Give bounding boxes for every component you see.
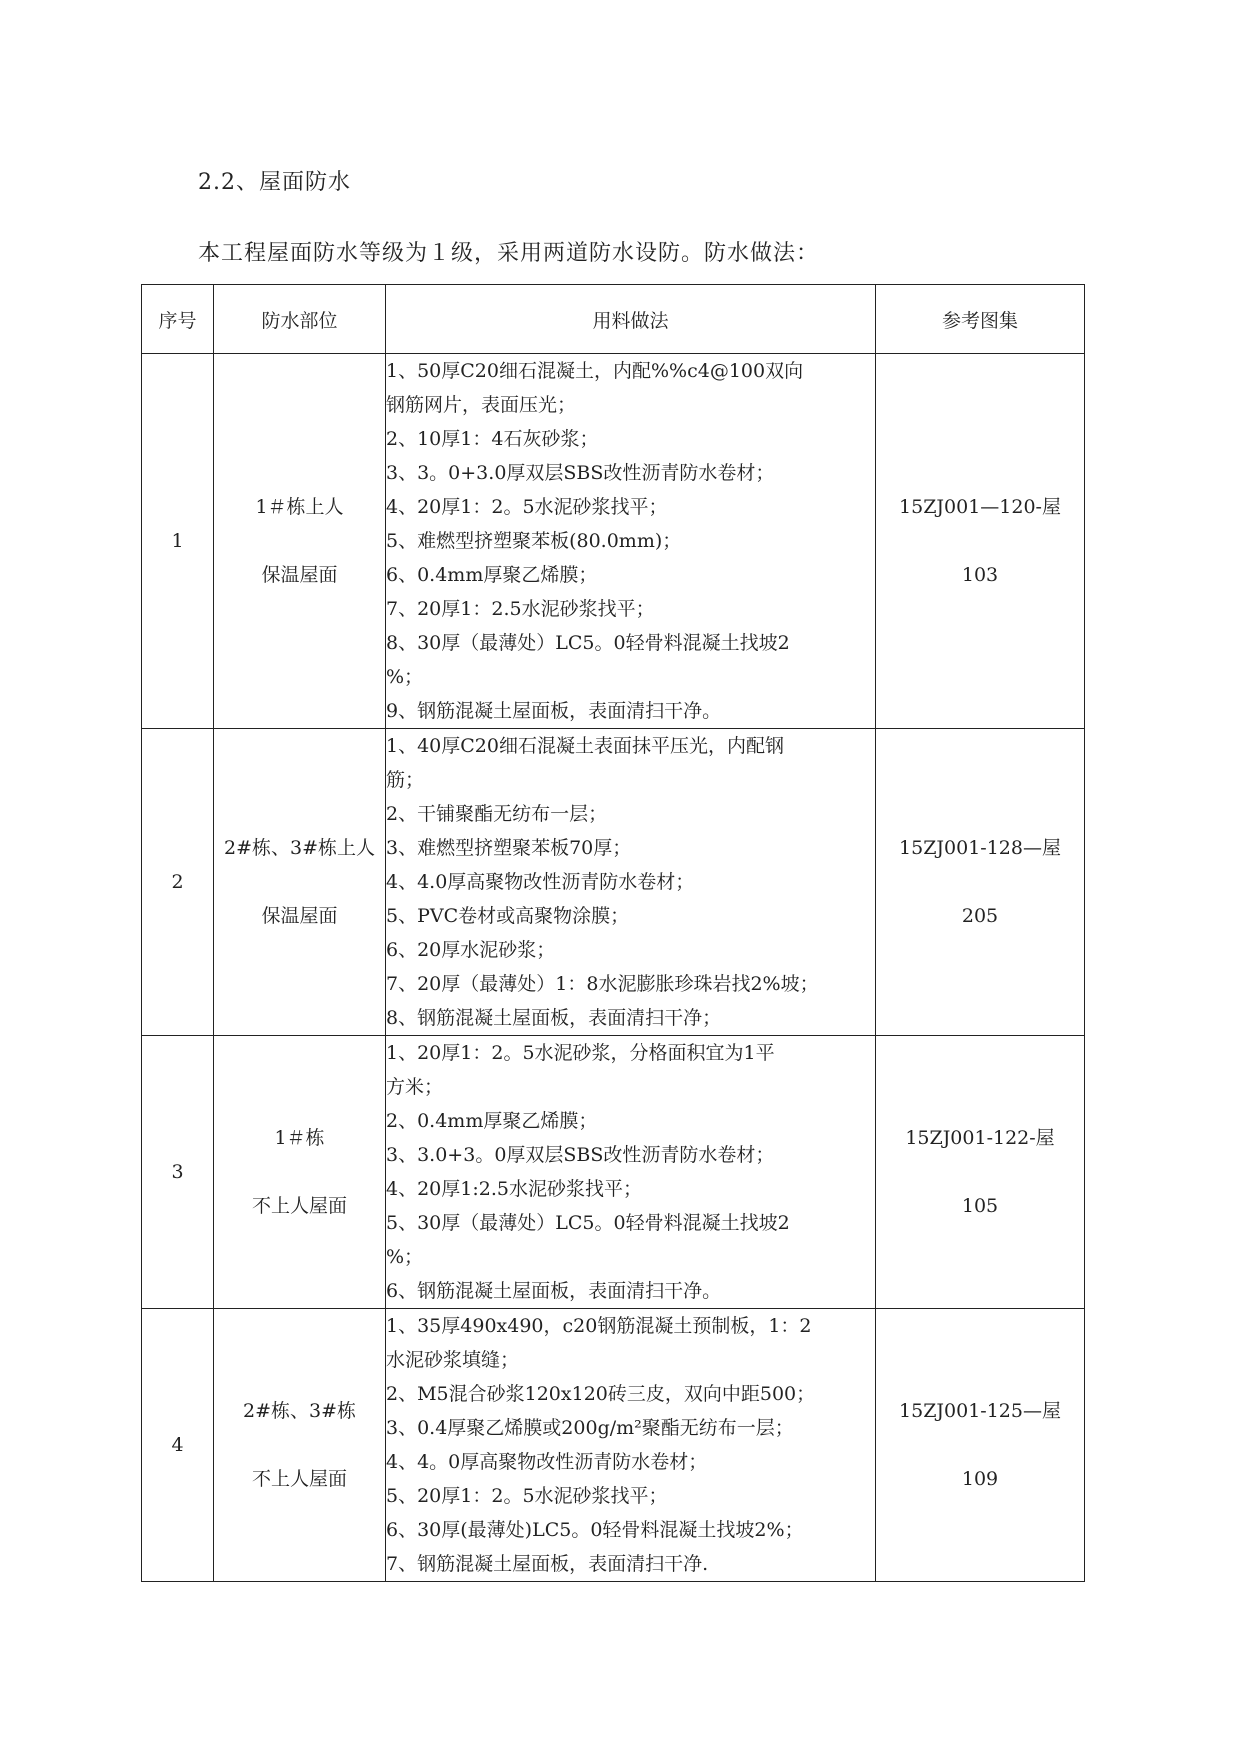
procedure-step: 5、难燃型挤塑聚苯板(80.0mm)；: [386, 530, 682, 552]
reference-line: 15ZJ001-125—屋: [899, 1400, 1061, 1422]
location-line: 1＃栋: [274, 1127, 325, 1149]
procedure-step: 筋；: [386, 769, 425, 791]
location-line: 不上人屋面: [251, 1195, 347, 1217]
procedure-step: 2、0.4mm厚聚乙烯膜；: [386, 1110, 598, 1132]
procedure-cell: [386, 1036, 876, 1309]
location-line: 2#栋、3#栋: [242, 1400, 357, 1422]
location-line: 不上人屋面: [251, 1468, 347, 1490]
procedure-step: 5、30厚（最薄处）LC5。0轻骨料混凝土找坡2: [386, 1212, 790, 1234]
reference-line: 15ZJ001-128—屋: [899, 837, 1061, 859]
row-number: 1: [142, 354, 214, 729]
header-reference: 参考图集: [876, 285, 1085, 354]
procedure-cell: [386, 354, 876, 729]
procedure-step: 6、30厚(最薄处)LC5。0轻骨料混凝土找坡2%；: [386, 1519, 804, 1541]
procedure-step: 6、0.4mm厚聚乙烯膜；: [386, 564, 598, 586]
procedure-cell: [386, 729, 876, 1036]
procedure-step: 2、干铺聚酯无纺布一层；: [386, 803, 608, 825]
table-row: [142, 1309, 1085, 1582]
header-procedure: 用料做法: [386, 285, 876, 354]
procedure-step: 7、20厚1：2.5水泥砂浆找平；: [386, 598, 655, 620]
procedure-step: 4、4。0厚高聚物改性沥青防水卷材；: [386, 1451, 708, 1473]
procedure-step: 6、钢筋混凝土屋面板，表面清扫干净。: [386, 1280, 722, 1302]
location-line: 保温屋面: [261, 564, 338, 586]
location-cell: [214, 1309, 386, 1582]
procedure-cell: [386, 1309, 876, 1582]
procedure-step: 方米；: [386, 1076, 444, 1098]
procedure-step: 2、M5混合砂浆120x120砖三皮，双向中距500；: [386, 1383, 816, 1405]
procedure-step: 5、20厚1：2。5水泥砂浆找平；: [386, 1485, 668, 1507]
procedure-step: 9、钢筋混凝土屋面板，表面清扫干净。: [386, 700, 722, 722]
procedure-step: %；: [386, 666, 424, 688]
location-line: 2#栋、3#栋上人: [223, 837, 376, 859]
procedure-step: 8、30厚（最薄处）LC5。0轻骨料混凝土找坡2: [386, 632, 790, 654]
procedure-step: 1、20厚1：2。5水泥砂浆，分格面积宜为1平: [386, 1042, 775, 1064]
procedure-step: 水泥砂浆填缝；: [386, 1349, 520, 1371]
procedure-step: 钢筋网片，表面压光；: [386, 394, 577, 416]
procedure-step: 1、35厚490x490，c20钢筋混凝土预制板，1：2: [386, 1315, 812, 1337]
location-line: 保温屋面: [261, 905, 338, 927]
procedure-step: 5、PVC卷材或高聚物涂膜；: [386, 905, 630, 927]
procedure-step: 3、3。0+3.0厚双层SBS改性沥青防水卷材；: [386, 462, 775, 484]
reference-cell: [876, 1036, 1085, 1309]
procedure-step: 4、4.0厚高聚物改性沥青防水卷材；: [386, 871, 695, 893]
procedure-step: 3、0.4厚聚乙烯膜或200g/m²聚酯无纺布一层；: [386, 1417, 794, 1439]
procedure-step: 2、10厚1：4石灰砂浆；: [386, 428, 599, 450]
procedure-step: 3、3.0+3。0厚双层SBS改性沥青防水卷材；: [386, 1144, 775, 1166]
procedure-step: 7、钢筋混凝土屋面板，表面清扫干净.: [386, 1553, 709, 1575]
header-location: 防水部位: [214, 285, 386, 354]
procedure-step: 8、钢筋混凝土屋面板，表面清扫干净；: [386, 1007, 722, 1029]
procedure-step: 6、20厚水泥砂浆；: [386, 939, 556, 961]
reference-line: 109: [961, 1468, 999, 1490]
row-number: 3: [142, 1036, 214, 1309]
table-row: [142, 354, 1085, 729]
section-title: 2.2、屋面防水: [198, 170, 351, 195]
procedure-step: 4、20厚1：2。5水泥砂浆找平；: [386, 496, 668, 518]
table-header-row: [142, 285, 1085, 354]
procedure-step: 3、难燃型挤塑聚苯板70厚；: [386, 837, 632, 859]
location-cell: [214, 354, 386, 729]
reference-line: 15ZJ001—120-屋: [899, 496, 1061, 518]
table-row: [142, 1036, 1085, 1309]
procedure-step: %；: [386, 1246, 424, 1268]
table-row: [142, 729, 1085, 1036]
reference-cell: [876, 354, 1085, 729]
reference-line: 103: [961, 564, 999, 586]
waterproofing-table: [141, 284, 1085, 1582]
reference-line: 105: [961, 1195, 999, 1217]
reference-line: 205: [961, 905, 999, 927]
procedure-step: 1、40厚C20细石混凝土表面抹平压光，内配钢: [386, 735, 784, 757]
location-line: 1＃栋上人: [255, 496, 344, 518]
intro-text: 本工程屋面防水等级为１级，采用两道防水设防。防水做法：: [198, 241, 820, 266]
header-no: 序号: [142, 285, 214, 354]
reference-cell: [876, 1309, 1085, 1582]
procedure-step: 7、20厚（最薄处）1：8水泥膨胀珍珠岩找2%坡；: [386, 973, 819, 995]
row-number: 2: [142, 729, 214, 1036]
reference-line: 15ZJ001-122-屋: [905, 1127, 1055, 1149]
procedure-step: 1、50厚C20细石混凝土，内配%%c4@100双向: [386, 360, 804, 382]
reference-cell: [876, 729, 1085, 1036]
row-number: 4: [142, 1309, 214, 1582]
location-cell: [214, 729, 386, 1036]
location-cell: [214, 1036, 386, 1309]
procedure-step: 4、20厚1:2.5水泥砂浆找平；: [386, 1178, 642, 1200]
